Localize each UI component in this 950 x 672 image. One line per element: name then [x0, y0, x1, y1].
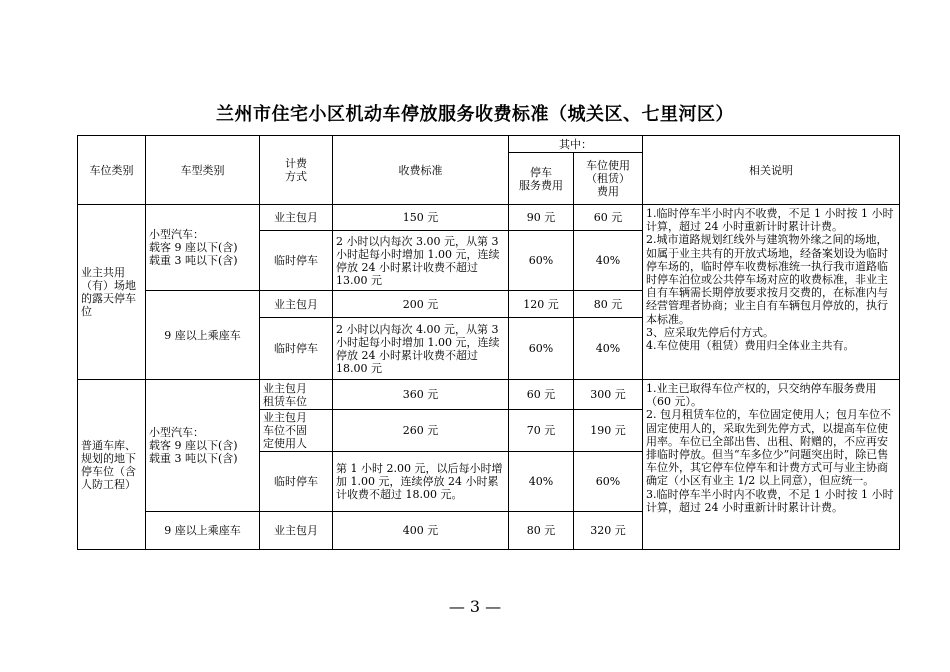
fee-table: [77, 135, 900, 550]
billing-method: 业主包月: [260, 291, 333, 318]
rent-fee: 60%: [574, 452, 643, 512]
section1-car-large: 9 座以上乘座车: [146, 291, 260, 380]
section2-category: 普通车库、规划的地下停车位（含人防工程）: [78, 380, 146, 550]
fee-standard: 第 1 小时 2.00 元，以后每小时增加 1.00 元，连续停放 24 小时累计收费不超过 18.00 元。: [333, 452, 509, 512]
header-car-type: 车型类别: [146, 136, 260, 205]
billing-method: 业主包月 车位不固 定使用人: [260, 410, 333, 452]
service-fee: 60 元: [509, 380, 574, 410]
billing-method: 临时停车: [260, 318, 333, 380]
rent-fee: 320 元: [574, 512, 643, 550]
rent-fee: 60 元: [574, 205, 643, 231]
fee-standard: 400 元: [333, 512, 509, 550]
billing-method: 业主包月 租赁车位: [260, 380, 333, 410]
header-category: 车位类别: [78, 136, 146, 205]
fee-standard: 2 小时以内每次 3.00 元，从第 3 小时起每小时增加 1.00 元，连续停放 24 小时累计收费不超过 13.00 元: [333, 231, 509, 291]
header-rent-fee: 车位使用 （租赁） 费用: [574, 153, 643, 205]
rent-fee: 40%: [574, 231, 643, 291]
rent-fee: 80 元: [574, 291, 643, 318]
table-row: [78, 380, 900, 410]
fee-standard: 260 元: [333, 410, 509, 452]
service-fee: 70 元: [509, 410, 574, 452]
fee-standard: 200 元: [333, 291, 509, 318]
billing-method: 业主包月: [260, 205, 333, 231]
section2-car-large: 9 座以上乘座车: [146, 512, 260, 550]
service-fee: 80 元: [509, 512, 574, 550]
section1-category: 业主共用（有）场地的露天停车位: [78, 205, 146, 380]
fee-standard: 2 小时以内每次 4.00 元，从第 3 小时起每小时增加 1.00 元，连续停放 24 小时累计收费不超过 18.00 元: [333, 318, 509, 380]
billing-method: 临时停车: [260, 231, 333, 291]
rent-fee: 190 元: [574, 410, 643, 452]
header-description: 相关说明: [643, 136, 900, 205]
fee-standard: 360 元: [333, 380, 509, 410]
service-fee: 120 元: [509, 291, 574, 318]
page-number: — 3 —: [448, 597, 502, 616]
service-fee: 90 元: [509, 205, 574, 231]
header-fee-standard: 收费标准: [333, 136, 509, 205]
header-service-fee: 停车 服务费用: [509, 153, 574, 205]
page-title: 兰州市住宅小区机动车停放服务收费标准（城关区、七里河区）: [216, 104, 734, 125]
section2-description: 1.业主已取得车位产权的，只交纳停车服务费用（60 元）。 2. 包月租赁车位的，车位固定使用人；包月车位不固定使用人的，采取先到先停方式，以提高车位使用率。车位已全部出售、出租、附赠的，不应再安排临时停放。但当“车多位少”问题突出时，除已售车位外，其它停车位停车和计费方式可与业主协商确定（小区有业主 1/2 以上同意），但应统一。 3.临时停车半小时内不收费，不足 1 小时按 1 小时计算，超过 24 小时重新计时累计计费。: [643, 380, 900, 550]
section1-description: 1.临时停车半小时内不收费，不足 1 小时按 1 小时计算，超过 24 小时重新计时累计计费。 2.城市道路规划红线外与建筑物外缘之间的场地，如属于业主共有的开放式场地，经备案划设为临时停车场的，临时停车收费标准统一执行我市道路临时停车泊位或公共停车场对应的收费标准，非业主自有车辆需长期停放要求按月交费的，在标准内与经营管理者协商；业主自有车辆包月停放的，执行本标准。 3、应采取先停后付方式。 4.车位使用（租赁）费用归全体业主共有。: [643, 205, 900, 380]
billing-method: 业主包月: [260, 512, 333, 550]
rent-fee: 40%: [574, 318, 643, 380]
service-fee: 40%: [509, 452, 574, 512]
rent-fee: 300 元: [574, 380, 643, 410]
service-fee: 60%: [509, 231, 574, 291]
section1-car-small: 小型汽车： 载客 9 座以下(含) 载重 3 吨以下(含): [146, 205, 260, 291]
header-row-1: [78, 136, 900, 153]
header-among: 其中：: [509, 136, 643, 153]
section2-car-small: 小型汽车： 载客 9 座以下(含) 载重 3 吨以下(含): [146, 380, 260, 512]
header-billing-method: 计费 方式: [260, 136, 333, 205]
table-row: [78, 205, 900, 231]
fee-standard: 150 元: [333, 205, 509, 231]
billing-method: 临时停车: [260, 452, 333, 512]
service-fee: 60%: [509, 318, 574, 380]
